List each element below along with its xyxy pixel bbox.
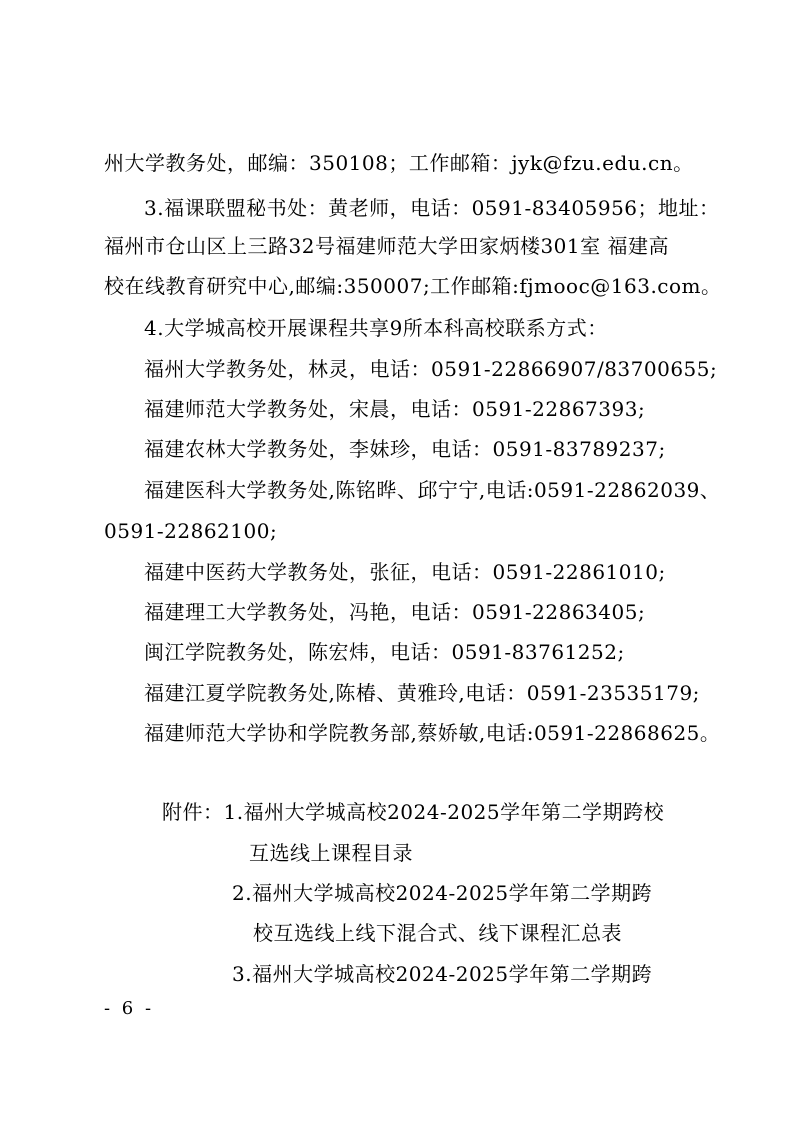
text-line: 3.福课联盟秘书处：黄老师，电话：0591-83405956；地址： <box>144 196 720 220</box>
text-line: 州大学教务处，邮编：350108；工作邮箱：jyk@fzu.edu.cn。 <box>104 151 694 175</box>
contact-line: 福建江夏学院教务处,陈椿、黄雅玲,电话：0591-23535179; <box>144 681 700 705</box>
contact-line: 闽江学院教务处，陈宏炜，电话：0591-83761252; <box>144 640 625 664</box>
contact-line: 福建师范大学协和学院教务部,蔡娇敏,电话:0591-22868625。 <box>144 721 721 745</box>
attachment-line: 2.福州大学城高校2024-2025学年第二学期跨 <box>232 881 653 905</box>
contact-line: 福建医科大学教务处,陈铭晔、邱宁宁,电话:0591-22862039、 <box>144 478 721 502</box>
attachment-line: 3.福州大学城高校2024-2025学年第二学期跨 <box>232 962 653 986</box>
contact-line: 福建师范大学教务处，宋晨，电话：0591-22867393; <box>144 397 646 421</box>
text-line: 4.大学城高校开展课程共享9所本科高校联系方式： <box>144 316 608 340</box>
page-number: - 6 - <box>104 998 155 1019</box>
contact-line: 福建农林大学教务处，李妹珍，电话：0591-83789237; <box>144 437 666 461</box>
attachment-line: 校互选线上线下混合式、线下课程汇总表 <box>253 921 622 945</box>
text-line: 福州市仓山区上三路32号福建师范大学田家炳楼301室 福建高 <box>104 234 669 258</box>
contact-line: 福建理工大学教务处，冯艳，电话：0591-22863405; <box>144 600 646 624</box>
text-line: 校在线教育研究中心,邮编:350007;工作邮箱:fjmooc@163.com。 <box>104 274 722 298</box>
attachment-line: 互选线上课程目录 <box>249 841 413 865</box>
contact-line: 福州大学教务处，林灵，电话：0591-22866907/83700655; <box>144 357 718 381</box>
contact-line: 福建中医药大学教务处，张征，电话：0591-22861010; <box>144 560 666 584</box>
attachment-line: 附件：1.福州大学城高校2024-2025学年第二学期跨校 <box>162 800 665 824</box>
contact-line: 0591-22862100; <box>104 519 278 543</box>
